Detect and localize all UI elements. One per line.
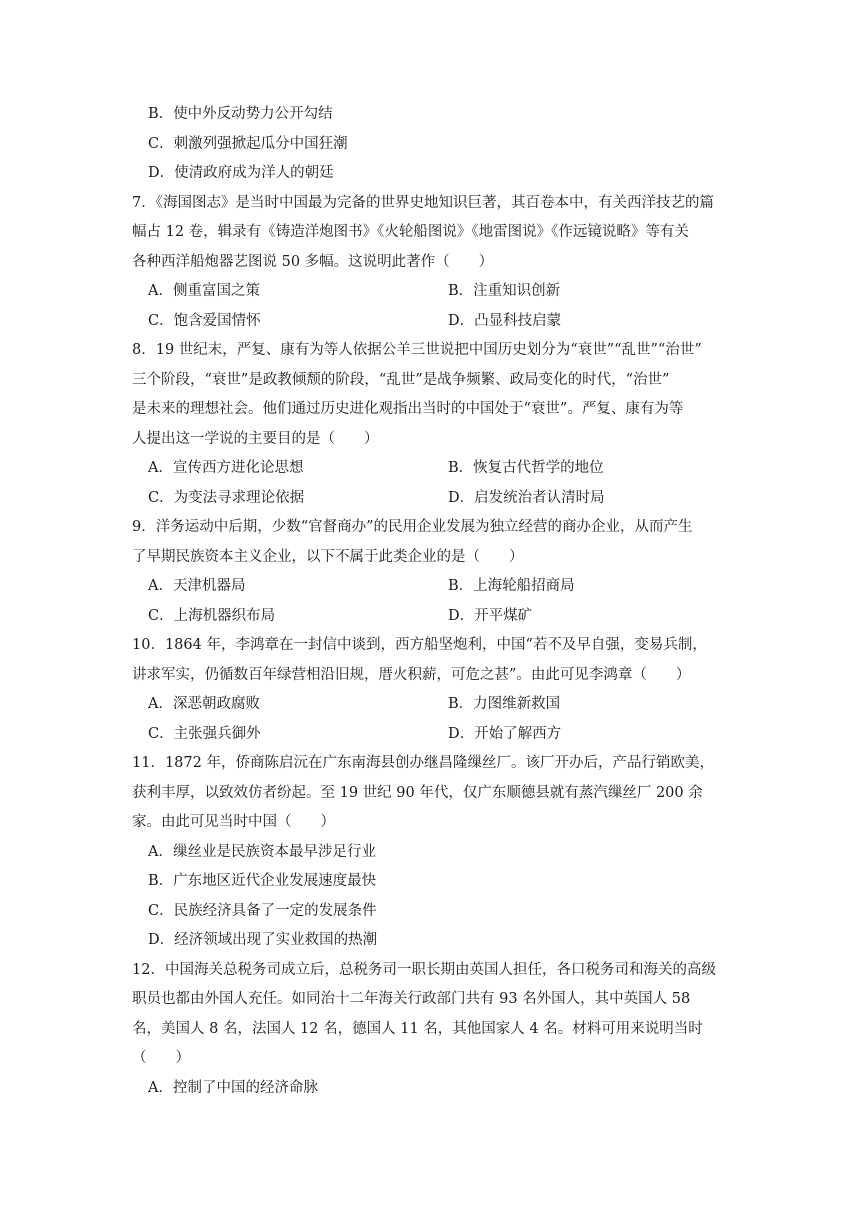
q9-option-a[interactable]: A．天津机器局	[148, 578, 246, 594]
q7-option-b[interactable]: B．注重知识创新	[448, 283, 561, 299]
q9-option-d[interactable]: D．开平煤矿	[448, 608, 533, 624]
q8-option-c[interactable]: C．为变法寻求理论依据	[148, 490, 305, 506]
q10-stem-line-2: 讲求军实，仍循数百年绿营相沿旧规，厝火积薪，可危之甚”。由此可见李鸿章（ ）	[132, 667, 691, 683]
q10-option-c[interactable]: C．主张强兵御外	[148, 726, 261, 742]
q12-option-a[interactable]: A．控制了中国的经济命脉	[148, 1080, 318, 1096]
q11-stem-line-1: 11．1872 年，侨商陈启沅在广东南海县创办继昌隆缫丝厂。该厂开办后，产品行销欧美，	[132, 755, 714, 771]
q7-stem-line-1: 7．《海国图志》是当时中国最为完备的世界史地知识巨著，其百卷本中，有关西洋技艺的篇	[132, 195, 714, 211]
q9-stem-line-2: 了早期民族资本主义企业，以下不属于此类企业的是（ ）	[132, 549, 524, 565]
q10-option-d[interactable]: D．开始了解西方	[448, 726, 562, 742]
q8-option-b[interactable]: B．恢复古代哲学的地位	[448, 460, 604, 476]
q6-option-c[interactable]: C．刺激列强掀起瓜分中国狂潮	[148, 136, 348, 152]
q10-option-a[interactable]: A．深恶朝政腐败	[148, 696, 260, 712]
q10-stem-line-1: 10．1864 年，李鸿章在一封信中谈到，西方船坚炮利，中国“若不及早自强，变易兵制，	[132, 637, 707, 653]
q8-stem-line-4: 人提出这一学说的主要目的是（ ）	[132, 431, 379, 447]
q7-option-a[interactable]: A．侧重富国之策	[148, 283, 260, 299]
q12-stem-line-4: （ ）	[132, 1050, 190, 1066]
q11-option-d[interactable]: D．经济领域出现了实业救国的热潮	[148, 932, 378, 948]
q9-option-b[interactable]: B．上海轮船招商局	[448, 578, 575, 594]
q11-option-a[interactable]: A．缫丝业是民族资本最早涉足行业	[148, 844, 376, 860]
q9-stem-line-1: 9．洋务运动中后期，少数“官督商办”的民用企业发展为独立经营的商办企业，从而产生	[132, 519, 693, 535]
q7-stem-line-3: 各种西洋船炮器艺图说 50 多幅。这说明此著作（ ）	[132, 254, 494, 270]
q8-option-d[interactable]: D．启发统治者认清时局	[448, 490, 605, 506]
q12-stem-line-3: 名，美国人 8 名，法国人 12 名，德国人 11 名，其他国家人 4 名。材料可用来说明当时	[132, 1021, 703, 1037]
q11-option-c[interactable]: C．民族经济具备了一定的发展条件	[148, 903, 377, 919]
q11-stem-line-3: 家。由此可见当时中国（ ）	[132, 814, 335, 830]
q12-stem-line-2: 职员也都由外国人充任。如同治十二年海关行政部门共有 93 名外国人，其中英国人 58	[132, 991, 691, 1007]
q9-option-c[interactable]: C．上海机器织布局	[148, 608, 276, 624]
q11-stem-line-2: 获利丰厚，以致效仿者纷起。至 19 世纪 90 年代，仅广东顺德县就有蒸汽缫丝厂 200 余	[132, 785, 703, 801]
q7-option-d[interactable]: D．凸显科技启蒙	[448, 313, 562, 329]
q7-option-c[interactable]: C．饱含爱国情怀	[148, 313, 261, 329]
q11-option-b[interactable]: B．广东地区近代企业发展速度最快	[148, 873, 377, 889]
q6-option-b[interactable]: B．使中外反动势力公开勾结	[148, 106, 333, 122]
q10-option-b[interactable]: B．力图维新救国	[448, 696, 561, 712]
q8-option-a[interactable]: A．宣传西方进化论思想	[148, 460, 304, 476]
q12-stem-line-1: 12．中国海关总税务司成立后，总税务司一职长期由英国人担任，各口税务司和海关的高级	[132, 962, 716, 978]
q7-stem-line-2: 幅占 12 卷，辑录有《铸造洋炮图书》《火轮船图说》《地雷图说》《作远镜说略》等有关	[132, 224, 689, 240]
q8-stem-line-1: 8．19 世纪末，严复、康有为等人依据公羊三世说把中国历史划分为“衰世”“乱世”“治世”	[132, 342, 702, 358]
q6-option-d[interactable]: D．使清政府成为洋人的朝廷	[148, 165, 334, 181]
q8-stem-line-3: 是未来的理想社会。他们通过历史进化观指出当时的中国处于“衰世”。严复、康有为等	[132, 401, 684, 417]
q8-stem-line-2: 三个阶段，“衰世”是政教倾颓的阶段，“乱世”是战争频繁、政局变化的时代，“治世”	[132, 372, 670, 388]
